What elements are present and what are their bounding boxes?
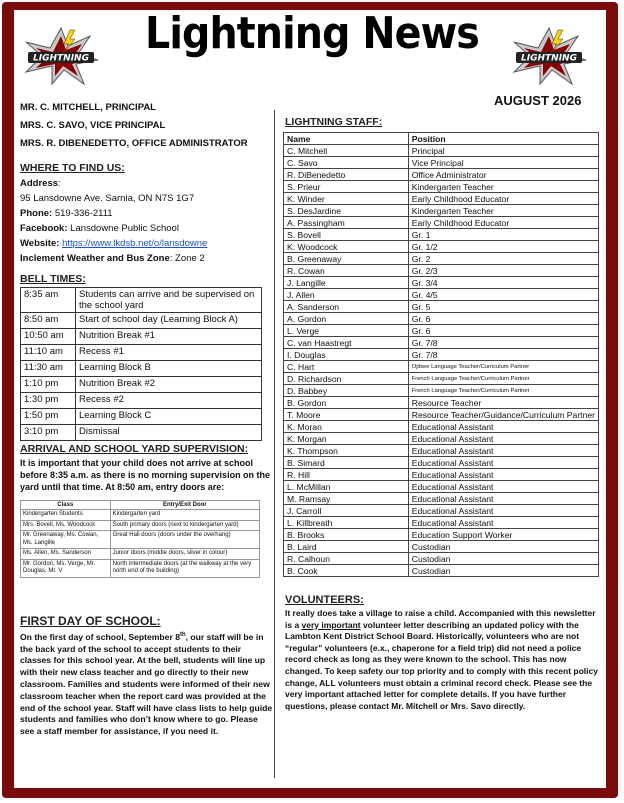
table-row [284,253,599,265]
staff-name: B. Greenaway [284,253,409,265]
staff-position: Educational Assistant [408,517,598,529]
entry-doors-table: Class Entry/Exit Door Kindergarten Students Kindergarten yard Mrs. Bovell, Ms. Woodcock South primary doors (next to kindergarten yard) Mr. Greenaway, Ms. Cowan, Ms. Langille Great Hall doors (doors under the overhang) Ms. Allen, Ms. Sanderson Junior doors (middle doors, silver in colour) Mr. Gordon, Ms. Verge, Mr. Douglas, Mr. V North intermediate doors (at the walkway at the very north end of the building) [20,500,260,578]
staff-name: J. Carroll [284,505,409,517]
staff-name: J. Allen [284,289,409,301]
phone: 519-336-2111 [54,208,113,219]
staff-name: D. Babbey [284,385,409,397]
staff-heading: LIGHTNING STAFF: [285,116,383,128]
table-row [284,325,599,337]
table-row: 1:10 pm Nutrition Break #2 [21,377,262,393]
staff-position: Gr. 7/8 [408,349,598,361]
table-row [284,445,599,457]
table-row: Mr. Gordon, Ms. Verge, Mr. Douglas, Mr. V North intermediate doors (at the walkway at the very north end of the building) [21,559,260,577]
staff-position: Resource Teacher/Guidance/Curriculum Partner [408,409,598,421]
staff-name: K. Moran [284,421,409,433]
table-row: 11:10 am Recess #1 [21,345,262,361]
table-row [284,541,599,553]
table-row [284,349,599,361]
table-row: 10:50 am Nutrition Break #1 [21,329,262,345]
contact-info: Address: 95 Lansdowne Ave. Sarnia, ON N7S 1G7 Phone: 519-336-2111 Facebook: Lansdowne Public School Website: https://www.lkdsb.net/o/lansdowne Inclement Weather and Bus Zone: Zone 2 [20,176,270,266]
table-row [284,157,599,169]
table-row [284,505,599,517]
admin-office: MRS. R. DIBENEDETTO, OFFICE ADMINISTRATOR [20,138,248,149]
staff-position: Gr. 6 [408,313,598,325]
address: 95 Lansdowne Ave. Sarnia, ON N7S 1G7 [20,193,195,204]
lightning-logo-icon [510,26,588,86]
staff-position: Gr. 1/2 [408,241,598,253]
table-row [284,361,599,373]
facebook: Lansdowne Public School [70,223,179,234]
staff-name: D. Richardson [284,373,409,385]
table-row [284,517,599,529]
staff-table: Name Position C. Mitchell Principal C. Savo Vice Principal R. DiBenedetto Office Administrator S. Prieur Kindergarten Teacher K. Winder Early Childhood Educator S. DesJardine Kindergarten Teacher A. Passingham Early Childhood Educator S. Bovell Gr. 1 K. Woodcock Gr. 1/2 B. Greenaway Gr. 2 R. Cowan Gr. 2/3 J. Langille Gr. 3/4 J. Allen Gr. 4/5 A. Sanderson Gr. 5 A. Gordon Gr. 6 L. Verge Gr. 6 C. van Haastregt Gr. 7/8 I. Douglas Gr. 7/8 C. Hart Ojibwe Language Teacher/Curriculum Partner D. Richardson French Language Teacher/Curriculum Partner D. Babbey French Language Teacher/Curriculum Partner B. Gordon Resource Teacher T. Moore Resource Teacher/Guidance/Curriculum Partner K. Moran Educational Assistant K. Morgan Educational Assistant K. Thompson Educational Assistant B. Simard Educational Assistant R. Hill Educational Assistant L. McMillan Educational Assistant M. Ramsay Educational Assistant J. Carroll Educational Assistant L. Killbreath Educational Assistant B. Brooks Education Support Worker B. Laird Custodian R. Calhoun Custodian B. Cook Custodian [283,132,599,577]
table-row [284,229,599,241]
staff-name: M. Ramsay [284,493,409,505]
table-row [284,289,599,301]
table-row [284,385,599,397]
table-row [284,481,599,493]
table-row [284,373,599,385]
staff-position: Custodian [408,553,598,565]
staff-name: R. Hill [284,469,409,481]
staff-position: Gr. 1 [408,229,598,241]
table-row [284,193,599,205]
staff-position: Educational Assistant [408,421,598,433]
staff-name: T. Moore [284,409,409,421]
table-row [284,493,599,505]
staff-name: S. Bovell [284,229,409,241]
lightning-logo-icon [22,26,100,86]
staff-name: C. Savo [284,157,409,169]
staff-position: Kindergarten Teacher [408,181,598,193]
staff-position: Gr. 4/5 [408,289,598,301]
admin-principal: MR. C. MITCHELL, PRINCIPAL [20,102,156,113]
staff-name: B. Gordon [284,397,409,409]
table-row [284,313,599,325]
table-row: 1:30 pm Recess #2 [21,393,262,409]
staff-name: A. Gordon [284,313,409,325]
staff-position: Gr. 6 [408,325,598,337]
table-row: 8:35 am Students can arrive and be supervised on the school yard [21,288,262,313]
table-row [284,565,599,577]
staff-position: French Language Teacher/Curriculum Partner [408,373,598,385]
staff-name: S. DesJardine [284,205,409,217]
table-row [284,145,599,157]
staff-name: S. Prieur [284,181,409,193]
volunteers-text: It really does take a village to raise a child. Accompanied with this newsletter is a very important volunteer letter describing an updated policy with the Lambton Kent District School Board. Historically, volunteers who are not “regular” volunteers (e.x., chaperone for a field trip) did not need a police record check as long as they were known to the school. This has now changed. To keep safety our top priority and to comply with this recent policy change, ALL volunteers must obtain a criminal record check. Please see the very important attached letter for complete details. If you have further questions, please contact Mr. Mitchell or Mrs. Savo directly. [285,608,598,711]
first-day-text: On the first day of school, September 8th, our staff will be in the back yard of the school to accept students to their classes for this school year. At the bell, students will line up with their new class teacher and go directly to their new classroom. Families and students were informed of their new classroom teacher when the report card was provided at the end of the school year. Staff will have class lists to help guide students and families who don’t know where to go. Please see a staff member for assistance, if you need it. [20,631,273,737]
staff-position: Early Childhood Educator [408,193,598,205]
table-row [284,397,599,409]
staff-position: Ojibwe Language Teacher/Curriculum Partner [408,361,598,373]
table-row [284,457,599,469]
staff-position: Educational Assistant [408,481,598,493]
table-row: 3:10 pm Dismissal [21,425,262,441]
staff-position: Educational Assistant [408,433,598,445]
newsletter-date: AUGUST 2026 [494,93,582,108]
staff-name: R. DiBenedetto [284,169,409,181]
bell-times-table [20,287,262,441]
table-row [284,205,599,217]
staff-position: Resource Teacher [408,397,598,409]
staff-position: Educational Assistant [408,493,598,505]
staff-position: Gr. 5 [408,301,598,313]
staff-position: Early Childhood Educator [408,217,598,229]
table-row [284,421,599,433]
table-row: Ms. Allen, Ms. Sanderson Junior doors (middle doors, silver in colour) [21,549,260,560]
admin-vice-principal: MRS. C. SAVO, VICE PRINCIPAL [20,120,166,131]
staff-position: Educational Assistant [408,445,598,457]
staff-name: B. Laird [284,541,409,553]
table-row [284,217,599,229]
staff-position: Office Administrator [408,169,598,181]
arrival-text: It is important that your child does not arrive at school before 8:35 a.m. as there is no morning supervision on the yard until that time. At 8:50 am, entry doors are: [20,458,271,492]
staff-position: Educational Assistant [408,457,598,469]
staff-name: C. Hart [284,361,409,373]
column-divider [274,110,275,778]
arrival-heading: ARRIVAL AND SCHOOL YARD SUPERVISION: [20,443,249,455]
table-row [284,277,599,289]
table-row [284,337,599,349]
bus-zone: Zone 2 [175,253,205,264]
staff-name: L. McMillan [284,481,409,493]
staff-name: R. Calhoun [284,553,409,565]
staff-name: I. Douglas [284,349,409,361]
staff-position: Vice Principal [408,157,598,169]
table-row [284,409,599,421]
table-row: Mrs. Bovell, Ms. Woodcock South primary doors (next to kindergarten yard) [21,520,260,531]
table-row [284,469,599,481]
staff-position: Gr. 7/8 [408,337,598,349]
staff-name: L. Verge [284,325,409,337]
first-day-heading: FIRST DAY OF SCHOOL: [20,614,161,628]
table-row: 11:30 am Learning Block B [21,361,262,377]
svg-text:LIGHTNING: LIGHTNING [33,53,89,64]
staff-name: A. Passingham [284,217,409,229]
staff-position: Gr. 3/4 [408,277,598,289]
staff-name: K. Winder [284,193,409,205]
table-row [284,169,599,181]
bell-heading: BELL TIMES: [20,273,86,285]
table-row: Mr. Greenaway, Ms. Cowan, Ms. Langille Great Hall doors (doors under the overhang) [21,531,260,549]
staff-position: Educational Assistant [408,505,598,517]
staff-name: C. Mitchell [284,145,409,157]
staff-name: A. Sanderson [284,301,409,313]
table-row: 1:50 pm Learning Block C [21,409,262,425]
table-row [284,181,599,193]
staff-position: Principal [408,145,598,157]
table-row [284,553,599,565]
table-row: 8:50 am Start of school day (Learning Block A) [21,313,262,329]
table-row [284,241,599,253]
svg-text:LIGHTNING: LIGHTNING [521,53,577,64]
newsletter-title: Lightning News [145,8,479,59]
staff-position: Kindergarten Teacher [408,205,598,217]
website-link[interactable]: https://www.lkdsb.net/o/lansdowne [62,238,208,249]
table-row [284,265,599,277]
staff-position: Custodian [408,541,598,553]
volunteers-heading: VOLUNTEERS: [285,594,364,606]
staff-position: Education Support Worker [408,529,598,541]
table-row: Kindergarten Students Kindergarten yard [21,510,260,521]
staff-name: R. Cowan [284,265,409,277]
where-heading: WHERE TO FIND US: [20,162,125,174]
staff-name: J. Langille [284,277,409,289]
staff-name: K. Woodcock [284,241,409,253]
table-row [284,529,599,541]
staff-name: B. Brooks [284,529,409,541]
staff-position: Gr. 2 [408,253,598,265]
staff-position: Educational Assistant [408,469,598,481]
table-row [284,433,599,445]
staff-position: Gr. 2/3 [408,265,598,277]
staff-position: French Language Teacher/Curriculum Partner [408,385,598,397]
staff-name: K. Morgan [284,433,409,445]
staff-name: K. Thompson [284,445,409,457]
staff-position: Custodian [408,565,598,577]
staff-name: C. van Haastregt [284,337,409,349]
staff-name: B. Simard [284,457,409,469]
staff-name: L. Killbreath [284,517,409,529]
table-row [284,301,599,313]
staff-name: B. Cook [284,565,409,577]
